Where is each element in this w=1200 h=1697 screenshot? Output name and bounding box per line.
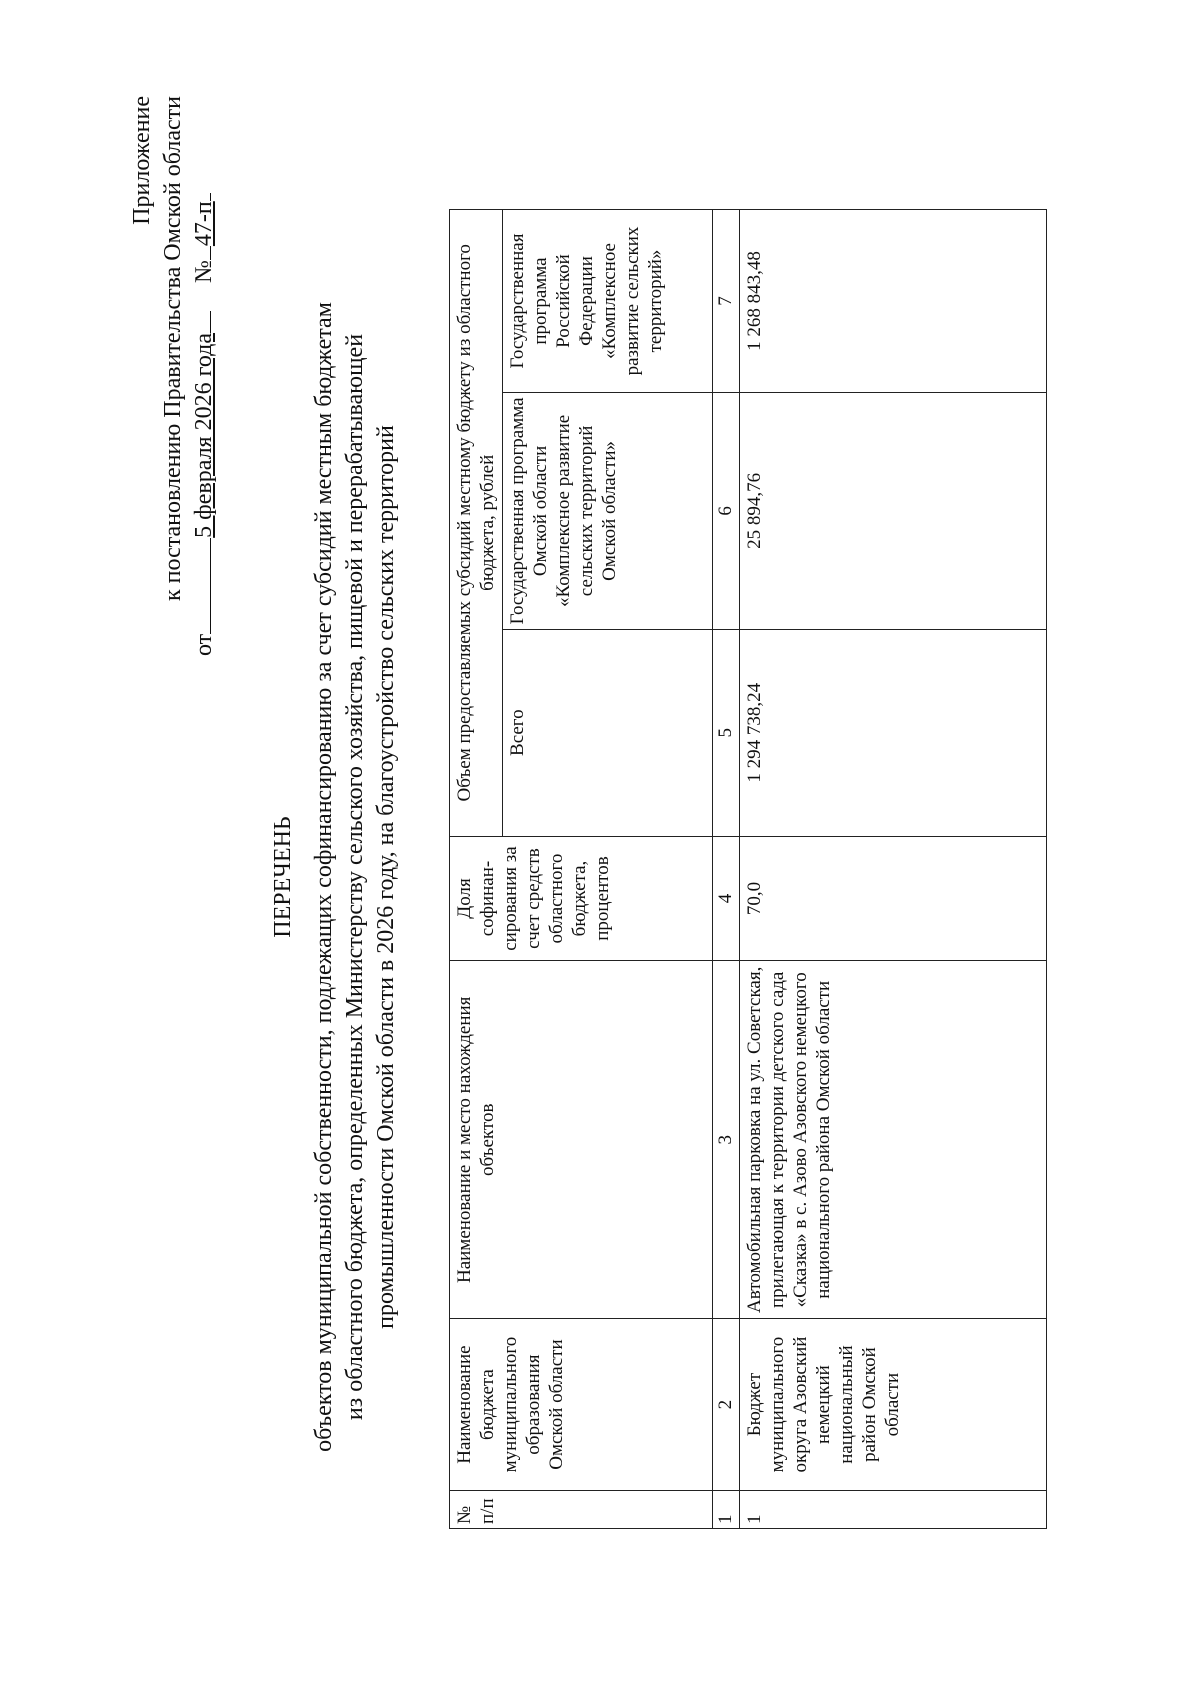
table-row <box>740 210 1047 1529</box>
row-budget: Бюджет муниципального округа Азовский немецкий национальный район Омской области <box>740 1319 1047 1491</box>
appendix-resolution-ref: к постановлению Правительства Омской области <box>160 96 186 602</box>
appendix-from-label: от <box>191 633 217 656</box>
row-regional: 25 894,76 <box>740 392 1047 629</box>
document-heading: ПЕРЕЧЕНЬ <box>270 816 296 938</box>
header-regional-program: Государственная программа Омской области «Комплексное развитие сельских территорий Омской области» <box>503 392 713 629</box>
column-number: 6 <box>713 392 740 629</box>
row-share: 70,0 <box>740 836 1047 961</box>
appendix-blank-line <box>210 538 211 634</box>
column-number: 1 <box>713 1491 740 1529</box>
document-title-line: из областного бюджета, определенных Министерству сельского хозяйства, пищевой и перерабатывающей <box>342 333 368 1421</box>
appendix-title: Приложение <box>129 96 155 225</box>
document-title-block <box>268 217 402 1537</box>
row-num: 1 <box>740 1491 1047 1529</box>
header-subsidy-group: Объем предоставляемых субсидий местному бюджету из областного бюджета, рублей <box>450 210 503 837</box>
header-budget: Наименование бюджета муниципального образования Омской области <box>450 1319 713 1491</box>
appendix-number-label: № <box>191 260 217 283</box>
appendix-date: 5 февраля 2026 года <box>191 332 217 538</box>
appendix-blank-line <box>210 193 211 201</box>
header-object: Наименование и место нахождения объектов <box>450 961 713 1319</box>
row-object: Автомобильная парковка на ул. Советская, прилегающая к территории детского сада «Сказка» в с. Азово Азовского немецкого национального района Омской области <box>740 961 1047 1319</box>
header-federal-program: Государственная программа Российской Федерации «Комплексное развитие сельских территорий» <box>503 210 713 393</box>
document-title-line: промышленности Омской области в 2026 году, на благоустройство сельских территорий <box>373 425 399 1329</box>
header-num: № п/п <box>450 1491 713 1529</box>
table-header-row <box>450 210 503 1529</box>
appendix-date-line <box>190 96 219 656</box>
column-number: 3 <box>713 961 740 1319</box>
column-number: 7 <box>713 210 740 393</box>
column-number-row <box>713 210 740 1529</box>
row-federal: 1 268 843,48 <box>740 210 1047 393</box>
appendix-number: 47-п <box>191 201 217 247</box>
appendix-block <box>128 96 219 656</box>
objects-table <box>449 209 1047 1529</box>
column-number: 4 <box>713 836 740 961</box>
appendix-blank-line <box>210 246 211 260</box>
row-total: 1 294 738,24 <box>740 629 1047 836</box>
document-title-line: объектов муниципальной собственности, подлежащих софинансированию за счет субсидий местным бюджетам <box>311 302 337 1452</box>
column-number: 2 <box>713 1319 740 1491</box>
appendix-blank-line <box>210 311 211 333</box>
header-share: Доля софинан-сирования за счет средств областного бюджета, процентов <box>450 836 713 961</box>
column-number: 5 <box>713 629 740 836</box>
header-total: Всего <box>503 629 713 836</box>
